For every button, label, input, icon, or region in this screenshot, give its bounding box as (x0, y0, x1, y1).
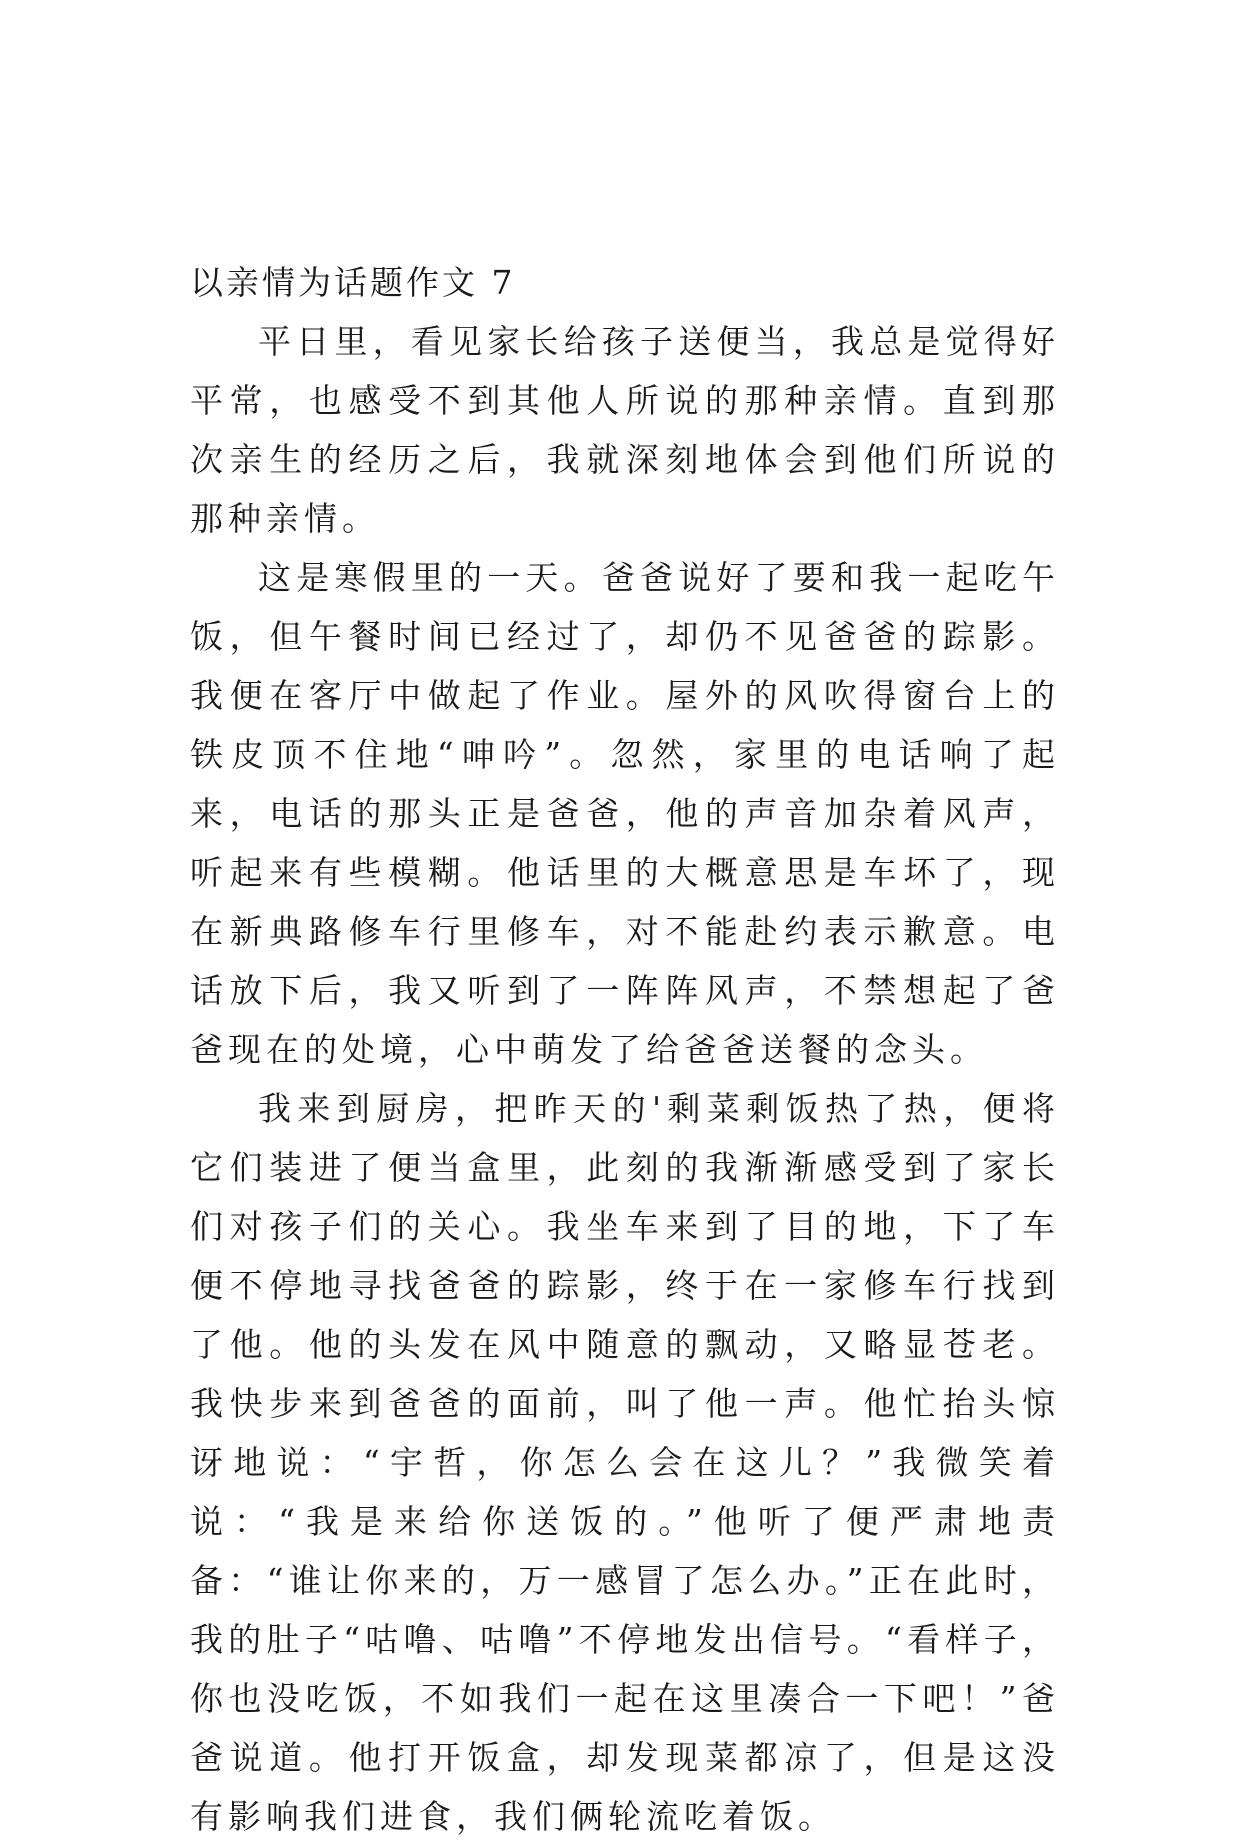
paragraph-2: 这是寒假里的一天。爸爸说好了要和我一起吃午饭，但午餐时间已经过了，却仍不见爸爸的踪影。我便在客厅中做起了作业。屋外的风吹得窗台上的铁皮顶不住地“呻吟”。忽然，家里的电话响了起来，电话的那头正是爸爸，他的声音加杂着风声，听起来有些模糊。他话里的大概意思是车坏了，现在新典路修车行里修车，对不能赴约表示歉意。电话放下后，我又听到了一阵阵风声，不禁想起了爸爸现在的处境，心中萌发了给爸爸送餐的念头。 (190, 558, 1060, 1069)
essay-title: 以亲情为话题作文 7 (190, 263, 516, 302)
document-body (190, 253, 1060, 1846)
paragraph-3: 我来到厨房，把昨天的'剩菜剩饭热了热，便将它们装进了便当盒里，此刻的我渐渐感受到了家长们对孩子们的关心。我坐车来到了目的地，下了车便不停地寻找爸爸的踪影，终于在一家修车行找到了他。他的头发在风中随意的飘动，又略显苍老。我快步来到爸爸的面前，叫了他一声。他忙抬头惊讶地说：“宇哲，你怎么会在这儿？”我微笑着说：“我是来给你送饭的。”他听了便严肃地责备：“谁让你来的，万一感冒了怎么办。”正在此时，我的肚子“咕噜、咕噜”不停地发出信号。“看样子，你也没吃饭，不如我们一起在这里凑合一下吧！”爸爸说道。他打开饭盒，却发现菜都凉了，但是这没有影响我们进食，我们俩轮流吃着饭。 (190, 1089, 1060, 1836)
paragraph-1: 平日里，看见家长给孩子送便当，我总是觉得好平常，也感受不到其他人所说的那种亲情。直到那次亲生的经历之后，我就深刻地体会到他们所说的那种亲情。 (190, 322, 1060, 538)
